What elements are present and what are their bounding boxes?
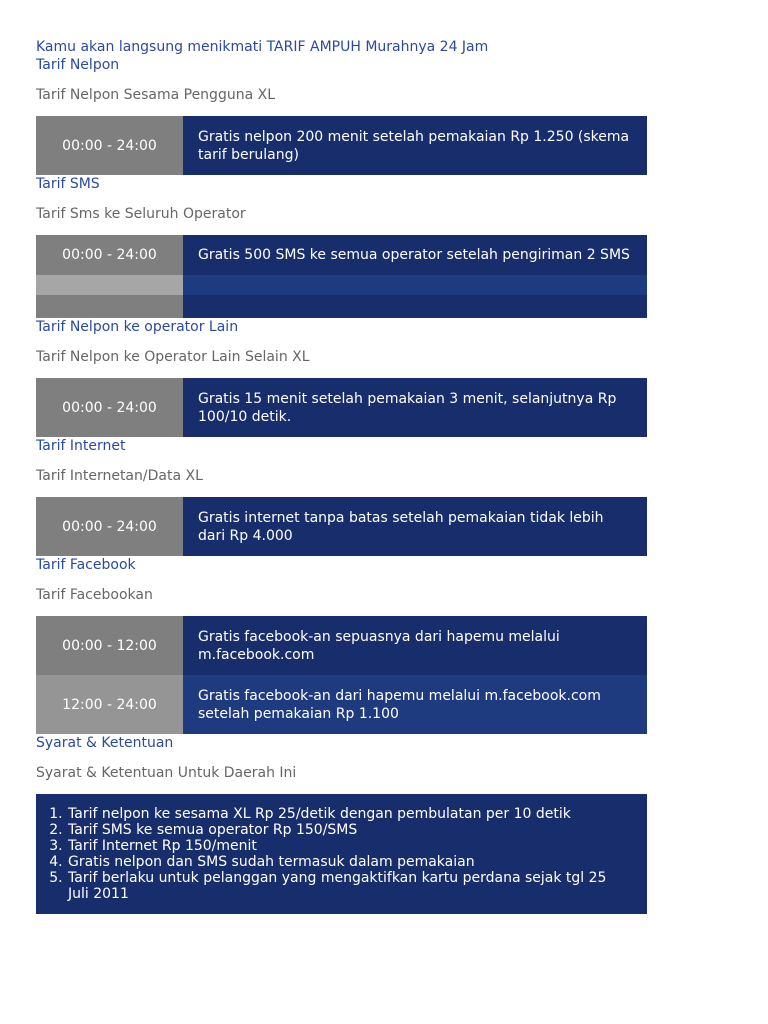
section-subtitle-terms: Syarat & Ketentuan Untuk Daerah Ini bbox=[36, 765, 297, 781]
rate-description: Gratis internet tanpa batas setelah pemakaian tidak lebih dari Rp 4.000 bbox=[183, 497, 647, 556]
rate-table-nelpon bbox=[36, 116, 647, 175]
rate-table-facebook bbox=[36, 616, 647, 734]
rate-time-empty bbox=[36, 275, 183, 295]
section-subtitle-sms: Tarif Sms ke Seluruh Operator bbox=[36, 206, 246, 222]
rate-time: 00:00 - 24:00 bbox=[36, 235, 183, 275]
rate-time: 00:00 - 24:00 bbox=[36, 497, 183, 556]
rate-description-empty bbox=[183, 275, 647, 295]
rate-time: 12:00 - 24:00 bbox=[36, 675, 183, 734]
rate-time: 00:00 - 24:00 bbox=[36, 116, 183, 175]
rate-row bbox=[36, 116, 647, 175]
intro-text: Kamu akan langsung menikmati TARIF AMPUH Murahnya 24 Jam bbox=[36, 39, 489, 55]
rate-description: Gratis 15 menit setelah pemakaian 3 menit, selanjutnya Rp 100/10 detik. bbox=[183, 378, 647, 437]
tariff-content bbox=[36, 38, 647, 914]
section-title-internet: Tarif Internet bbox=[36, 438, 126, 454]
rate-table-nelpon-lain bbox=[36, 378, 647, 437]
section-subtitle-nelpon-lain: Tarif Nelpon ke Operator Lain Selain XL bbox=[36, 349, 310, 365]
section-title-nelpon: Tarif Nelpon bbox=[36, 57, 120, 73]
rate-row-empty bbox=[36, 275, 647, 295]
terms-item: 2. Tarif SMS ke semua operator Rp 150/SMS bbox=[67, 822, 631, 838]
rate-row bbox=[36, 497, 647, 556]
rate-row bbox=[36, 616, 647, 675]
section-subtitle-nelpon: Tarif Nelpon Sesama Pengguna XL bbox=[36, 87, 275, 103]
section-subtitle-internet: Tarif Internetan/Data XL bbox=[36, 468, 203, 484]
terms-list bbox=[36, 806, 631, 902]
rate-description: Gratis 500 SMS ke semua operator setelah pengiriman 2 SMS bbox=[183, 235, 647, 275]
rate-time-empty bbox=[36, 295, 183, 318]
rate-table-sms bbox=[36, 235, 647, 318]
rate-description: Gratis facebook-an dari hapemu melalui m.facebook.com setelah pemakaian Rp 1.100 bbox=[183, 675, 647, 734]
rate-row bbox=[36, 235, 647, 275]
terms-item: 1. Tarif nelpon ke sesama XL Rp 25/detik dengan pembulatan per 10 detik bbox=[67, 806, 631, 822]
rate-table-internet bbox=[36, 497, 647, 556]
rate-time: 00:00 - 12:00 bbox=[36, 616, 183, 675]
rate-row-empty bbox=[36, 295, 647, 318]
rate-row bbox=[36, 675, 647, 734]
terms-item: 4. Gratis nelpon dan SMS sudah termasuk dalam pemakaian bbox=[67, 854, 631, 870]
rate-description: Gratis facebook-an sepuasnya dari hapemu melalui m.facebook.com bbox=[183, 616, 647, 675]
terms-item: 3. Tarif Internet Rp 150/menit bbox=[67, 838, 631, 854]
section-title-terms: Syarat & Ketentuan bbox=[36, 735, 174, 751]
rate-row bbox=[36, 378, 647, 437]
section-subtitle-facebook: Tarif Facebookan bbox=[36, 587, 153, 603]
terms-box bbox=[36, 794, 647, 914]
section-title-nelpon-lain: Tarif Nelpon ke operator Lain bbox=[36, 319, 239, 335]
rate-time: 00:00 - 24:00 bbox=[36, 378, 183, 437]
rate-description: Gratis nelpon 200 menit setelah pemakaian Rp 1.250 (skema tarif berulang) bbox=[183, 116, 647, 175]
section-title-facebook: Tarif Facebook bbox=[36, 557, 136, 573]
terms-item: 5. Tarif berlaku untuk pelanggan yang mengaktifkan kartu perdana sejak tgl 25 Juli 2011 bbox=[67, 870, 631, 902]
section-title-sms: Tarif SMS bbox=[36, 176, 100, 192]
rate-description-empty bbox=[183, 295, 647, 318]
